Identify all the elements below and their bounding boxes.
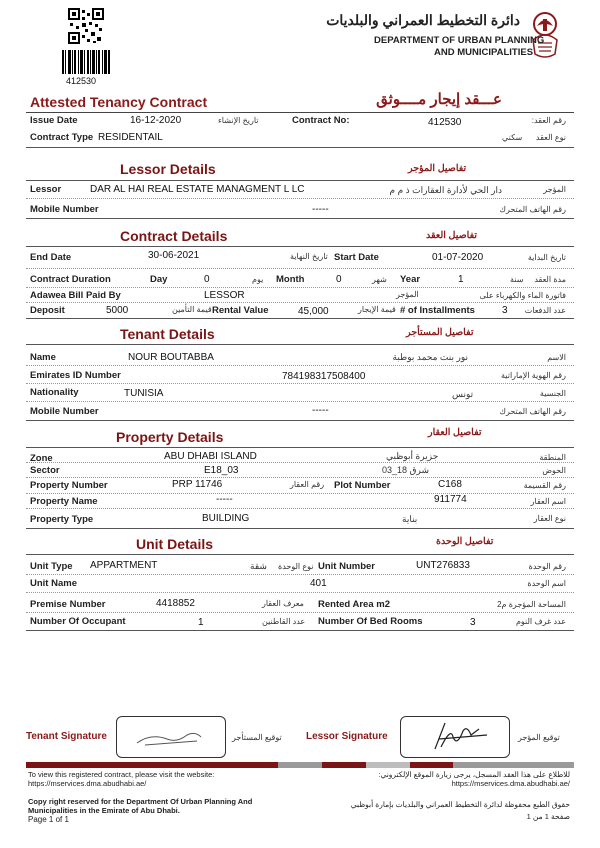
zone-value: ABU DHABI ISLAND [164, 451, 257, 462]
property-number-value: PRP 11746 [172, 479, 223, 490]
sector-value: E18_03 [204, 465, 239, 476]
lessor-label-ar: المؤجر [543, 185, 566, 194]
property-type-label-ar: نوع العقار [533, 514, 566, 523]
unit-number-value: UNT276833 [416, 560, 470, 571]
visit-url-en[interactable]: https://mservices.dma.abudhabi.ae/ [28, 779, 147, 788]
property-type-value: BUILDING [202, 513, 250, 524]
plot-number-value: C168 [438, 479, 462, 490]
deposit-label: Deposit [30, 305, 65, 316]
unit-type-label: Unit Type [30, 561, 73, 572]
property-section-title: Property Details [116, 429, 224, 445]
bedrooms-value: 3 [470, 617, 476, 628]
adawea-value-ar: المؤجر [396, 290, 419, 299]
unit-section-title-ar: تفاصيل الوحدة [436, 536, 494, 547]
contract-section-title-ar: تفاصيل العقد [426, 230, 478, 241]
bedrooms-label: Number Of Bed Rooms [318, 616, 423, 627]
unit-name-label: Unit Name [30, 578, 77, 589]
property-number-label-ar: رقم العقار [290, 480, 325, 489]
page-number-ar: صفحة 1 من 1 [526, 812, 570, 821]
emirates-id-value: 784198317508400 [282, 371, 366, 382]
start-date-label: Start Date [334, 252, 379, 263]
tenant-mobile-value: ----- [312, 405, 329, 416]
unit-type-value-ar: شقة [250, 561, 267, 571]
nationality-value: TUNISIA [124, 388, 164, 399]
qr-code [68, 8, 104, 44]
tenant-section-title-ar: تفاصيل المستأجر [406, 327, 474, 338]
adawea-value: LESSOR [204, 290, 245, 301]
installments-value: 3 [502, 305, 508, 316]
installments-label-ar: عدد الدفعات [524, 306, 566, 315]
zone-label: Zone [30, 453, 53, 464]
day-value: 0 [204, 274, 210, 285]
unit-name-value: 401 [310, 578, 327, 589]
day-label: Day [150, 274, 168, 285]
tenant-signature-scribble [117, 717, 225, 757]
contract-type-label-ar: نوع العقد [535, 133, 566, 142]
property-name-label-ar: اسم العقار [530, 497, 566, 506]
tenant-section-title: Tenant Details [120, 326, 215, 342]
year-value: 1 [458, 274, 464, 285]
barcode-number: 412530 [66, 76, 97, 86]
sector-label: Sector [30, 465, 60, 476]
premise-number-label: Premise Number [30, 599, 106, 610]
copyright-en-1: Copy right reserved for the Department Of Urban Planning And [28, 797, 253, 806]
visit-text-en-1: To view this registered contract, please visit the website: [28, 770, 215, 779]
zone-value-ar: جزيرة أبوظبي [386, 451, 439, 461]
deposit-value: 5000 [106, 305, 129, 316]
rental-label: Rental Value [212, 305, 269, 316]
tenant-signature-label: Tenant Signature [26, 731, 107, 742]
premise-number-value: 4418852 [156, 598, 195, 609]
plot-number-label-ar: رقم القسيمة [523, 481, 566, 490]
lessor-signature-label-ar: توقيع المؤجر [518, 733, 560, 742]
visit-text-ar-1: للاطلاع على هذا العقد المسجل، يرجى زيارة الموقع الإلكتروني: [378, 770, 570, 779]
property-type-value-ar: بناية [402, 514, 418, 524]
year-label: Year [400, 274, 421, 285]
end-date-label: End Date [30, 252, 72, 263]
installments-label: # of Installments [400, 305, 475, 316]
month-label: Month [276, 274, 305, 285]
property-section-title-ar: تفاصيل العقار [428, 427, 482, 438]
document-title: Attested Tenancy Contract [30, 94, 208, 110]
document-title-ar: عـــقد إيجار مــــوثق [376, 91, 502, 108]
lessor-signature-scribble [401, 717, 509, 757]
tenant-mobile-label: Mobile Number [30, 406, 99, 417]
tenant-mobile-label-ar: رقم الهاتف المتحرك [499, 407, 566, 416]
contract-no-value: 412530 [428, 117, 462, 128]
unit-number-label-ar: رقم الوحدة [528, 562, 566, 571]
duration-label: Contract Duration [30, 274, 111, 285]
unit-name-label-ar: اسم الوحدة [527, 579, 566, 588]
nationality-label-ar: الجنسية [539, 389, 566, 398]
unit-type-value: APPARTMENT [90, 560, 158, 571]
end-date-label-ar: تاريخ النهاية [290, 252, 328, 261]
lessor-signature-box [400, 716, 510, 758]
day-label-ar: يوم [252, 275, 264, 284]
footer-color-bar [26, 762, 574, 768]
lessor-signature-label: Lessor Signature [306, 731, 388, 742]
lessor-mobile-label: Mobile Number [30, 204, 99, 215]
nationality-value-ar: تونس [452, 389, 474, 399]
occupant-label: Number Of Occupant [30, 616, 126, 627]
property-name-value: ----- [216, 494, 233, 505]
unit-number-label: Unit Number [318, 561, 375, 572]
sector-value-ar: شرق 18_03 [382, 465, 430, 475]
page-number-en: Page 1 of 1 [28, 815, 69, 824]
adawea-label: Adawea Bill Paid By [30, 290, 121, 301]
rental-value: 45,000 [298, 306, 329, 317]
occupant-label-ar: عدد القاطنين [262, 617, 306, 626]
duration-label-ar: مدة العقد [534, 275, 566, 284]
visit-url-ar[interactable]: https://mservices.dma.abudhabi.ae/ [451, 779, 570, 788]
lessor-name: DAR AL HAI REAL ESTATE MANAGMENT L LC [90, 184, 305, 195]
property-type-label: Property Type [30, 514, 94, 525]
start-date-label-ar: تاريخ البداية [527, 253, 566, 262]
issue-date-label-ar: تاريخ الإنشاء [218, 116, 259, 125]
tenant-name-label: Name [30, 352, 56, 363]
rented-area-label-ar: المساحة المؤجرة م2 [497, 600, 566, 609]
emirates-id-label-ar: رقم الهوية الإماراتية [501, 371, 566, 380]
dept-name-en-1: DEPARTMENT OF URBAN PLANNING [374, 35, 545, 46]
end-date-value: 30-06-2021 [148, 250, 200, 261]
lessor-mobile-label-ar: رقم الهاتف المتحرك [499, 205, 566, 214]
copyright-ar: حقوق الطبع محفوظة لدائرة التخطيط العمراني والبلديات بإمارة أبوظبي [350, 800, 570, 809]
month-value: 0 [336, 274, 342, 285]
bedrooms-label-ar: عدد غرف النوم [515, 617, 566, 626]
dept-name-ar: دائرة التخطيط العمراني والبلديات [326, 12, 520, 28]
lessor-label: Lessor [30, 184, 62, 195]
lessor-mobile-value: ----- [312, 204, 329, 215]
issue-date-label: Issue Date [30, 115, 78, 126]
sector-label-ar: الحوض [542, 466, 566, 475]
month-label-ar: شهر [372, 275, 387, 284]
nationality-label: Nationality [30, 387, 79, 398]
rented-area-label: Rented Area m2 [318, 599, 390, 610]
property-name-number: 911774 [434, 494, 467, 505]
year-label-ar: سنة [510, 275, 524, 284]
dept-name-en-2: AND MUNICIPALITIES [434, 47, 534, 58]
premise-number-label-ar: معرف العقار [262, 599, 304, 608]
adawea-label-ar: فاتورة الماء والكهرباء على [479, 291, 566, 300]
contract-section-title: Contract Details [120, 228, 228, 244]
contract-type-label: Contract Type [30, 132, 94, 143]
unit-section-title: Unit Details [136, 536, 214, 552]
lessor-section-title-ar: تفاصيل المؤجر [408, 163, 467, 174]
emirates-id-label: Emirates ID Number [30, 370, 121, 381]
tenant-signature-box [116, 716, 226, 758]
lessor-section-title: Lessor Details [120, 161, 216, 177]
tenant-name-value: NOUR BOUTABBA [128, 352, 214, 363]
contract-no-label-ar: رقم العقد: [531, 116, 566, 125]
property-number-label: Property Number [30, 480, 108, 491]
start-date-value: 01-07-2020 [432, 252, 484, 263]
copyright-en-2: Municipalities in the Emirate of Abu Dhabi. [28, 806, 180, 815]
unit-type-label-ar: نوع الوحدة [278, 562, 314, 571]
tenant-name-label-ar: الاسم [547, 353, 566, 362]
property-name-label: Property Name [30, 496, 98, 507]
deposit-label-ar: قيمة التأمين [172, 305, 212, 314]
contract-no-label: Contract No: [292, 115, 350, 126]
occupant-value: 1 [198, 617, 204, 628]
tenant-signature-label-ar: توقيع المستأجر [232, 733, 282, 742]
rental-label-ar: قيمة الإيجار [358, 305, 396, 314]
zone-label-ar: المنطقة [539, 453, 566, 462]
issue-date-value: 16-12-2020 [130, 115, 182, 126]
tenant-name-value-ar: نور بنت محمد بوطبة [392, 352, 468, 362]
barcode [62, 50, 110, 74]
lessor-name-ar: دار الحي لأدارة العقارات ذ م م [389, 185, 502, 195]
plot-number-label: Plot Number [334, 480, 391, 491]
contract-type-value: RESIDENTAIL [98, 132, 163, 143]
contract-type-value-ar: سكني [502, 133, 523, 142]
